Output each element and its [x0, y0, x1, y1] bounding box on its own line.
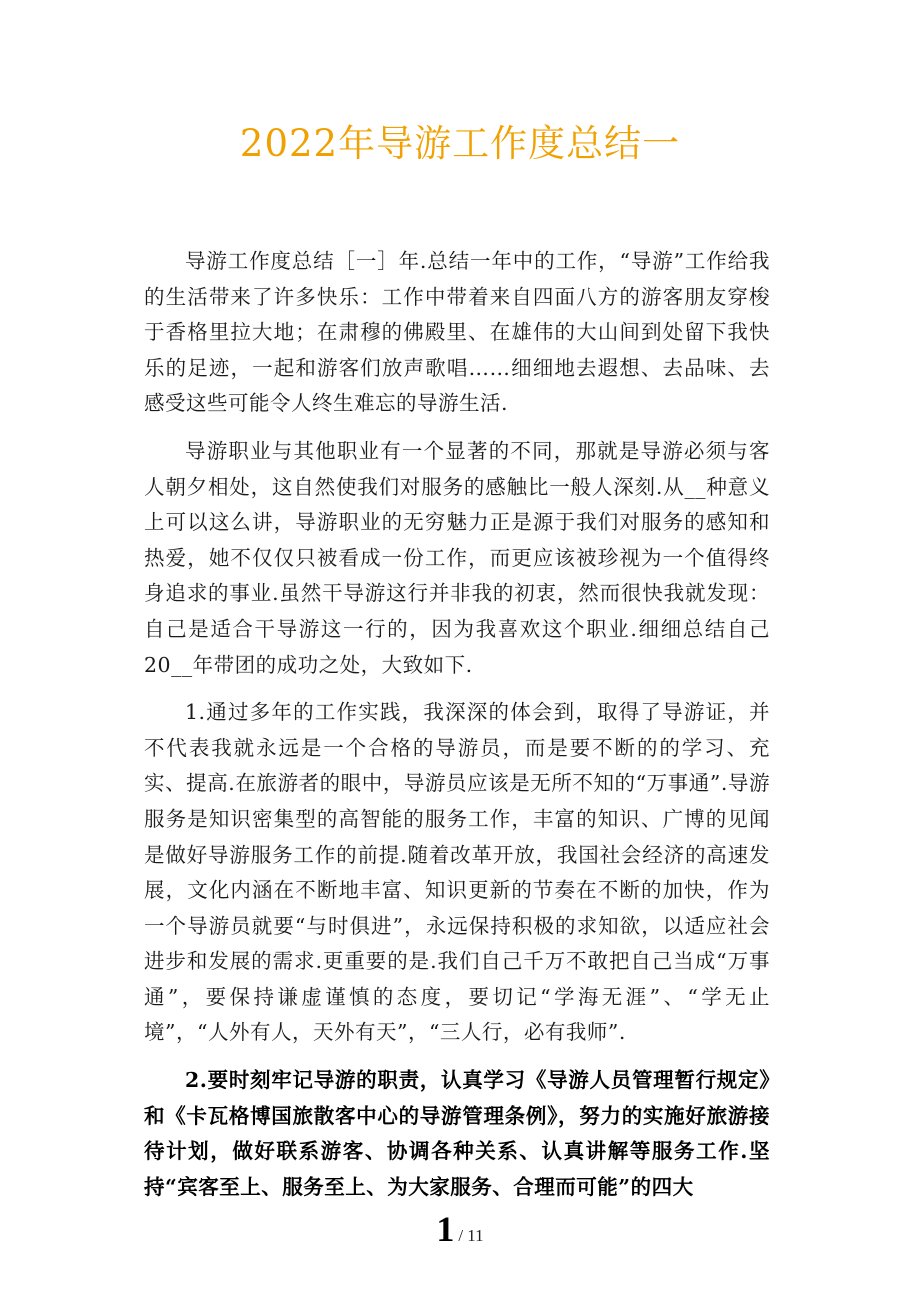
document-body — [144, 244, 770, 1217]
paragraph-3: 1.通过多年的工作实践，我深深的体会到，取得了导游证，并不代表我就永远是一个合格的导游员，而是要不断的的学习、充实、提高.在旅游者的眼中，导游员应该是无所不知的“万事通”.导游服务是知识密集型的高智能的服务工作，丰富的知识、广博的见闻是做好导游服务工作的前提.随着改革开放，我国社会经济的高速发展，文化内涵在不断地丰富、知识更新的节奏在不断的加快，作为一个导游员就要“与时俱进”，永远保持积极的求知欲，以适应社会进步和发展的需求.更重要的是.我们自己千万不敢把自己当成“万事通”，要保持谦虚谨慎的态度，要切记“学海无涯”、“学无止境”，“人外有人，天外有天”，“三人行，必有我师”. — [144, 700, 770, 1045]
page-footer — [0, 1206, 920, 1252]
page-title: 2022年导游工作度总结一 — [239, 122, 681, 165]
total-pages: / 11 — [458, 1226, 484, 1245]
paragraph-2: 导游职业与其他职业有一个显著的不同，那就是导游必须与客人朝夕相处，这自然使我们对服务的感触比一般人深刻.从__种意义上可以这么讲，导游职业的无穷魅力正是源于我们对服务的感知和热爱，她不仅仅只被看成一份工作，而更应该被珍视为一个值得终身追求的事业.虽然干导游这行并非我的初衷，然而很快我就发现：自己是适合干导游这一行的，因为我喜欢这个职业.细细总结自己20__年带团的成功之处，大致如下. — [144, 438, 770, 677]
paragraph-4: 2.要时刻牢记导游的职责，认真学习《导游人员管理暂行规定》和《卡瓦格博国旅散客中心的导游管理条例》，努力的实施好旅游接待计划，做好联系游客、协调各种关系、认真讲解等服务工作.坚持“宾客至上、服务至上、为大家服务、合理而可能”的四大 — [144, 1068, 770, 1199]
current-page-number: 1 — [436, 1209, 455, 1249]
paragraph-1: 导游工作度总结［一］年.总结一年中的工作，“导游”工作给我的生活带来了许多快乐：工作中带着来自四面八方的游客朋友穿梭于香格里拉大地；在肃穆的佛殿里、在雄伟的大山间到处留下我快乐的足迹，一起和游客们放声歌唱……细细地去遐想、去品味、去感受这些可能令人终生难忘的导游生活. — [144, 249, 770, 416]
